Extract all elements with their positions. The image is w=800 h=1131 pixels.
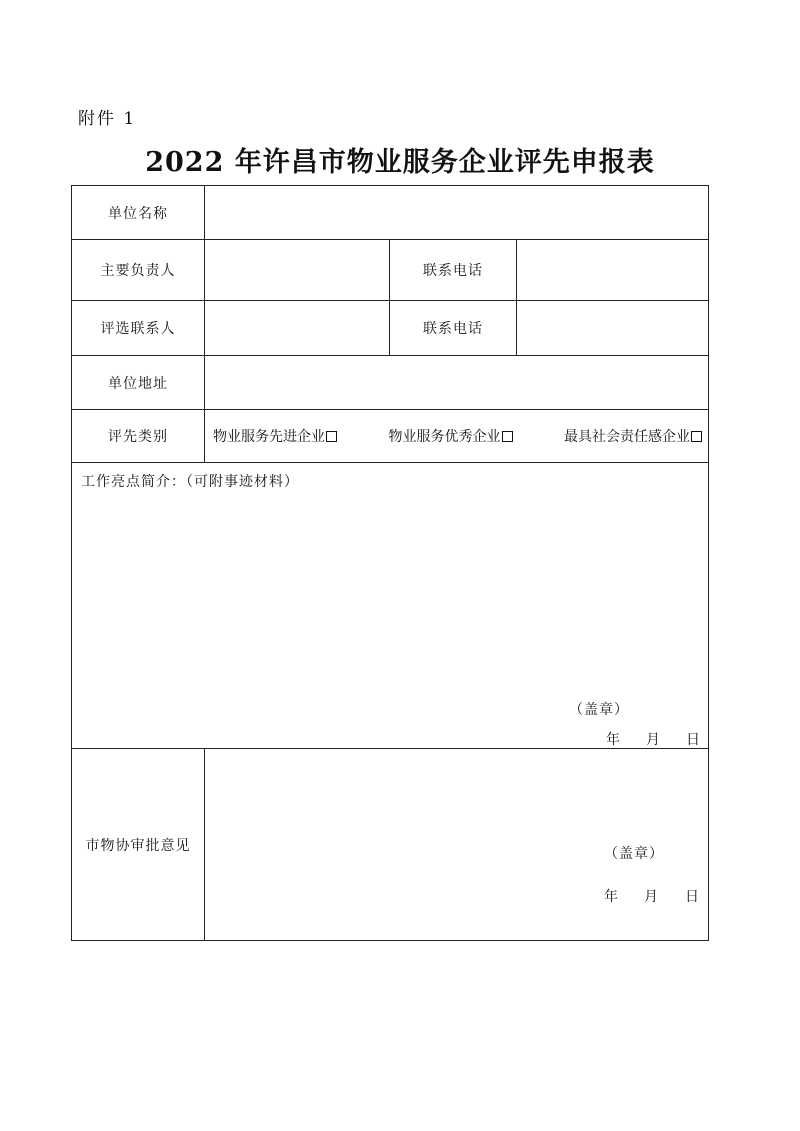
row-address (72, 356, 709, 410)
approval-label: 市物协审批意见 (72, 749, 205, 941)
category-option-excellent[interactable] (389, 426, 513, 446)
summary-stamp-label: （盖章） (569, 702, 629, 718)
contact-phone-field[interactable] (517, 301, 709, 356)
category-label: 评先类别 (72, 410, 205, 463)
row-principal (72, 240, 709, 301)
form-title: 2022 年许昌市物业服务企业评先申报表 (145, 147, 655, 178)
row-contact (72, 301, 709, 356)
approval-field[interactable] (205, 749, 709, 941)
category-option-label: 物业服务优秀企业 (388, 429, 501, 445)
category-option-label: 最具社会责任感企业 (564, 429, 690, 445)
row-approval (72, 749, 709, 941)
category-option-label: 物业服务先进企业 (213, 429, 325, 445)
checkbox-icon[interactable] (326, 431, 337, 442)
checkbox-icon[interactable] (691, 431, 702, 442)
principal-phone-field[interactable] (517, 240, 709, 301)
category-option-social-responsibility[interactable] (564, 426, 702, 446)
address-label: 单位地址 (72, 356, 205, 410)
category-options (205, 410, 709, 463)
row-summary (72, 463, 709, 749)
approval-date-day: 日 (685, 889, 699, 905)
row-category (72, 410, 709, 463)
approval-date-year: 年 (604, 889, 618, 905)
address-field[interactable] (205, 356, 709, 410)
approval-date-month: 月 (644, 889, 658, 905)
principal-field[interactable] (205, 240, 390, 301)
contact-field[interactable] (205, 301, 390, 356)
summary-date-day: 日 (686, 732, 700, 748)
summary-label: 工作亮点简介：（可附事迹材料） (81, 474, 299, 490)
summary-date-year: 年 (606, 732, 620, 748)
approval-stamp-label: （盖章） (604, 846, 664, 862)
category-option-advanced[interactable] (213, 426, 337, 446)
contact-phone-label: 联系电话 (390, 301, 517, 356)
summary-date-month: 月 (646, 732, 660, 748)
row-unit-name (72, 186, 709, 240)
unit-name-field[interactable] (205, 186, 709, 240)
contact-label: 评选联系人 (72, 301, 205, 356)
application-form-table (71, 185, 709, 941)
summary-field[interactable] (72, 463, 709, 749)
principal-phone-label: 联系电话 (390, 240, 517, 301)
unit-name-label: 单位名称 (72, 186, 205, 240)
checkbox-icon[interactable] (502, 431, 513, 442)
principal-label: 主要负责人 (72, 240, 205, 301)
attachment-label: 附件 1 (78, 109, 137, 129)
